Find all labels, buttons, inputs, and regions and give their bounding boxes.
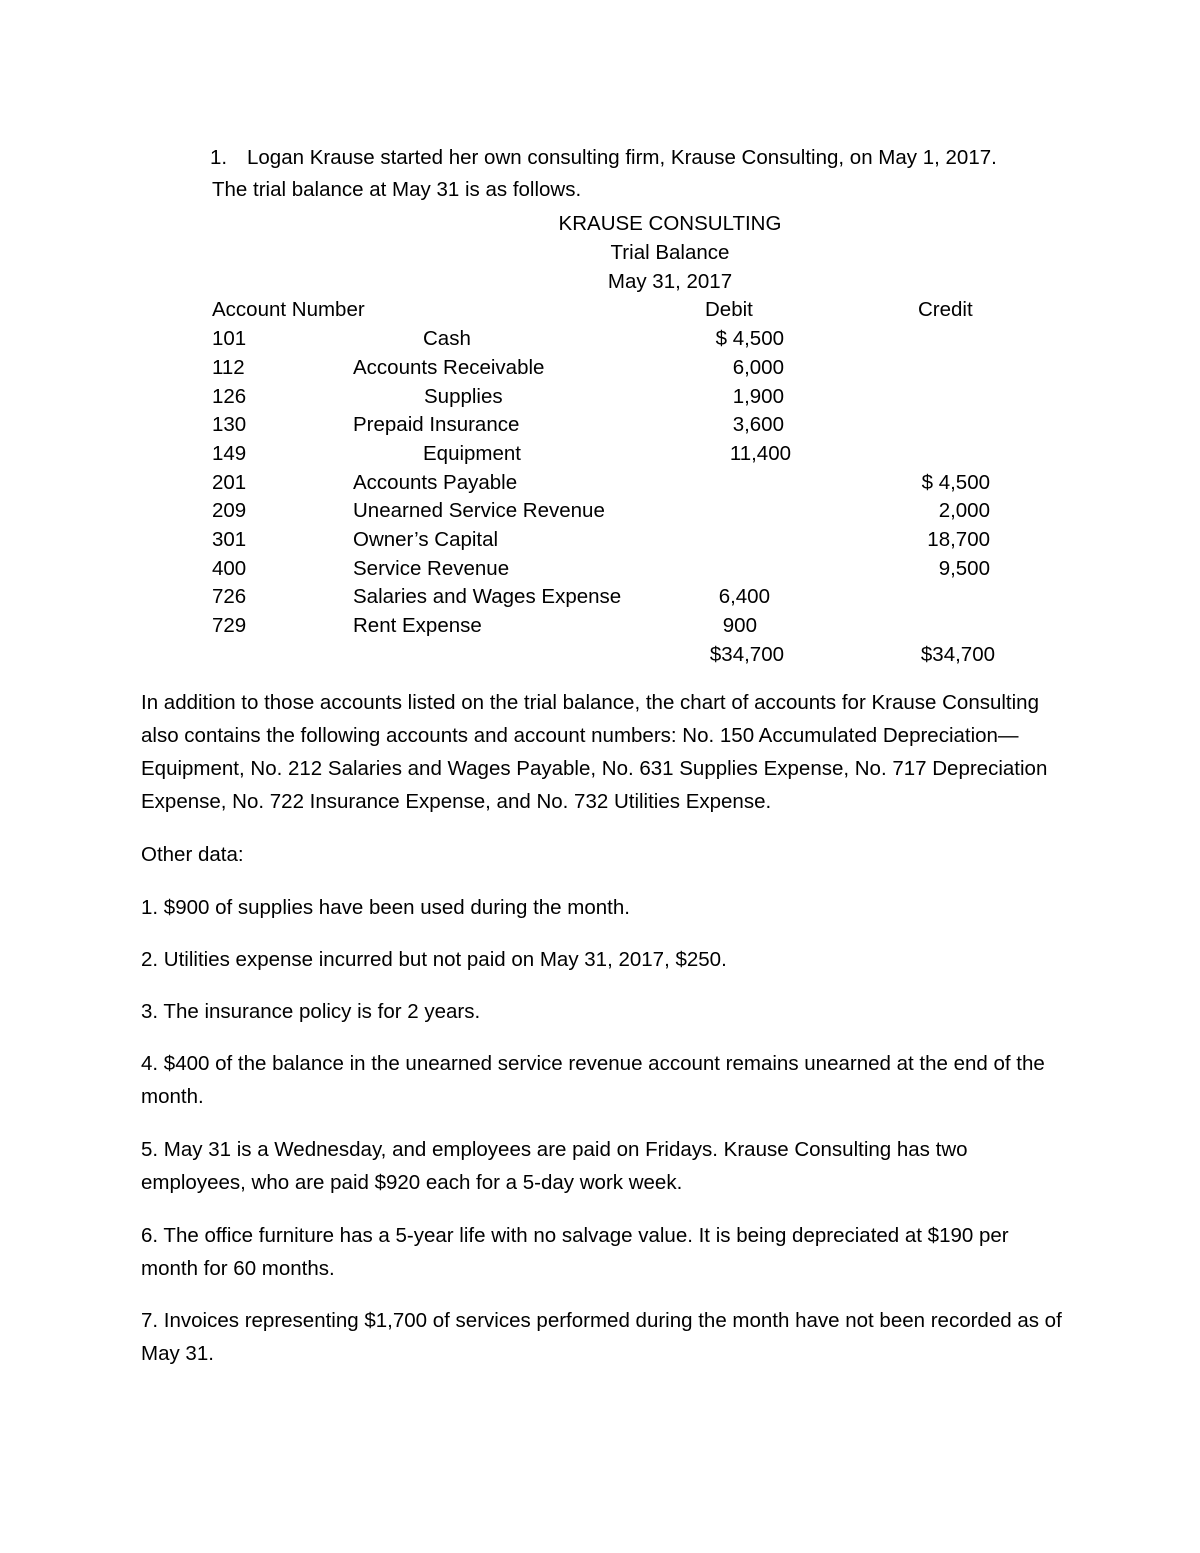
problem-number: 1. — [210, 146, 228, 169]
company-name: KRAUSE CONSULTING — [558, 212, 782, 235]
header-debit: Debit — [705, 298, 753, 321]
table-row — [0, 583, 1200, 611]
account-name: Accounts Receivable — [353, 356, 545, 379]
account-name: Unearned Service Revenue — [353, 499, 605, 522]
debit-amount: 3,600 — [732, 413, 784, 436]
credit-amount: $ 4,500 — [921, 471, 990, 494]
account-name: Owner’s Capital — [353, 528, 499, 551]
account-name: Service Revenue — [353, 557, 510, 580]
total-debit: $34,700 — [709, 643, 784, 666]
statement-date: May 31, 2017 — [607, 270, 733, 293]
account-name: Accounts Payable — [353, 471, 518, 494]
table-row — [0, 612, 1200, 640]
account-name: Prepaid Insurance — [353, 413, 520, 436]
account-name: Rent Expense — [353, 614, 482, 637]
list-item: 6. The office furniture has a 5-year life with no salvage value. It is being depreciated at $190 per month for 60 months. — [141, 1224, 1009, 1280]
credit-amount: 18,700 — [927, 528, 990, 551]
account-number: 209 — [212, 499, 247, 522]
account-number: 101 — [212, 327, 247, 350]
table-row — [0, 354, 1200, 382]
credit-amount: 2,000 — [938, 499, 990, 522]
debit-amount: 6,000 — [732, 356, 784, 379]
other-data-heading: Other data: — [141, 843, 244, 866]
debit-amount: 11,400 — [729, 442, 791, 465]
account-number: 400 — [212, 557, 247, 580]
debit-amount: 1,900 — [732, 385, 784, 408]
table-row — [0, 325, 1200, 353]
intro-line-2: The trial balance at May 31 is as follows. — [212, 178, 582, 201]
credit-amount: 9,500 — [938, 557, 990, 580]
list-item: 4. $400 of the balance in the unearned service revenue account remains unearned at the end of the month. — [141, 1052, 1045, 1108]
list-item: 3. The insurance policy is for 2 years. — [141, 1000, 481, 1023]
account-number: 726 — [212, 585, 247, 608]
debit-amount: 6,400 — [718, 585, 770, 608]
account-name: Salaries and Wages Expense — [353, 585, 622, 608]
table-row — [0, 469, 1200, 497]
list-item: 2. Utilities expense incurred but not paid on May 31, 2017, $250. — [141, 948, 727, 971]
table-row — [0, 497, 1200, 525]
debit-amount: 900 — [722, 614, 757, 637]
table-row — [0, 526, 1200, 554]
totals-row — [0, 641, 1200, 669]
list-item: 1. $900 of supplies have been used during the month. — [141, 896, 630, 919]
intro-line-1: Logan Krause started her own consulting firm, Krause Consulting, on May 1, 2017. — [247, 146, 997, 169]
statement-title: Trial Balance — [610, 241, 730, 264]
table-row — [0, 555, 1200, 583]
account-name: Cash — [423, 327, 471, 350]
debit-amount: $ 4,500 — [715, 327, 784, 350]
total-credit: $34,700 — [920, 643, 995, 666]
additional-accounts-paragraph: In addition to those accounts listed on the trial balance, the chart of accounts for Krause Consulting also contains the following accounts and account numbers: No. 150 Accumulated Depreciation—Equipment, No. 212 Salaries and Wages Payable, No. 631 Supplies Expense, No. 717 Depreciation Expense, No. 722 Insurance Expense, and No. 732 Utilities Expense. — [141, 691, 1048, 813]
table-row — [0, 411, 1200, 439]
account-number: 201 — [212, 471, 247, 494]
account-name: Equipment — [423, 442, 522, 465]
account-name: Supplies — [424, 385, 503, 408]
table-row — [0, 440, 1200, 468]
list-item: 7. Invoices representing $1,700 of services performed during the month have not been recorded as of May 31. — [141, 1309, 1062, 1365]
table-row — [0, 383, 1200, 411]
header-credit: Credit — [918, 298, 973, 321]
account-number: 149 — [212, 442, 247, 465]
account-number: 126 — [212, 385, 247, 408]
account-number: 729 — [212, 614, 247, 637]
header-account-number: Account Number — [212, 298, 365, 321]
list-item: 5. May 31 is a Wednesday, and employees are paid on Fridays. Krause Consulting has two employees, who are paid $920 each for a 5-day work week. — [141, 1138, 968, 1194]
account-number: 130 — [212, 413, 247, 436]
account-number: 112 — [212, 356, 245, 379]
account-number: 301 — [212, 528, 247, 551]
